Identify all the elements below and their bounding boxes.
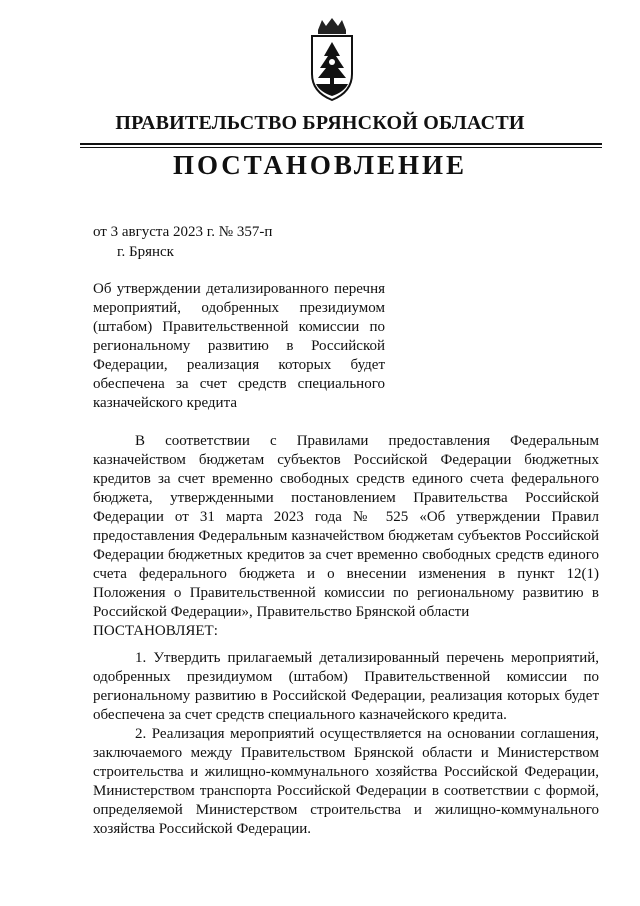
- decree-word: ПОСТАНОВЛЯЕТ:: [93, 623, 218, 639]
- preamble-paragraph: В соответствии с Правилами предоставления Федеральным казначейством бюджетам субъектов Российской Федерации бюджетных кредитов за счет временно свободных средств единого счета федерального бюджета, утвержденными постановлением Правительства Российской Федерации от 31 марта 2023 года № 525 «Об утверждении Правил предоставления Федеральным казначейством бюджетам субъектов Российской Федерации бюджетных кредитов за счет временно свободных средств единого счета федерального бюджета и о внесении изменения в пункт 12(1) Положения о Правительственной комиссии по региональному развитию в Российской Федерации», Правительство Брянской области: [93, 433, 599, 620]
- document-body: [93, 432, 599, 839]
- document-subject: Об утверждении детализированного перечня мероприятий, одобренных президиумом (штабом) Правительственной комиссии по региональному развитию в Российской Федерации, реализация которых будет обеспечена за счет средств специального казначейского кредита: [93, 281, 385, 411]
- date-number: от 3 августа 2023 г. № 357-п: [93, 224, 273, 240]
- header-divider-thin: [80, 147, 602, 148]
- document-type-title: ПОСТАНОВЛЕНИЕ: [172, 150, 468, 180]
- coat-of-arms-emblem: [304, 16, 360, 102]
- document-meta: [93, 222, 272, 262]
- decree-item: 2. Реализация мероприятий осуществляется на основании соглашения, заключаемого между Правительством Брянской области и Министерством строительства и жилищно-коммунального хозяйства Российской Федерации, Министерством транспорта Российской Федерации в соответствии с формой, определяемой Министерством строительства и жилищно-коммунального хозяйства Российской Федерации.: [93, 726, 599, 837]
- city: г. Брянск: [117, 244, 174, 260]
- government-title: ПРАВИТЕЛЬСТВО БРЯНСКОЙ ОБЛАСТИ: [115, 112, 525, 134]
- decree-item: 1. Утвердить прилагаемый детализированный перечень мероприятий, одобренных президиумом (штабом) Правительственной комиссии по региональному развитию в Российской Федерации, реализация которых будет обеспечена за счет средств специального казначейского кредита.: [93, 650, 599, 723]
- header-divider-thick: [80, 143, 602, 145]
